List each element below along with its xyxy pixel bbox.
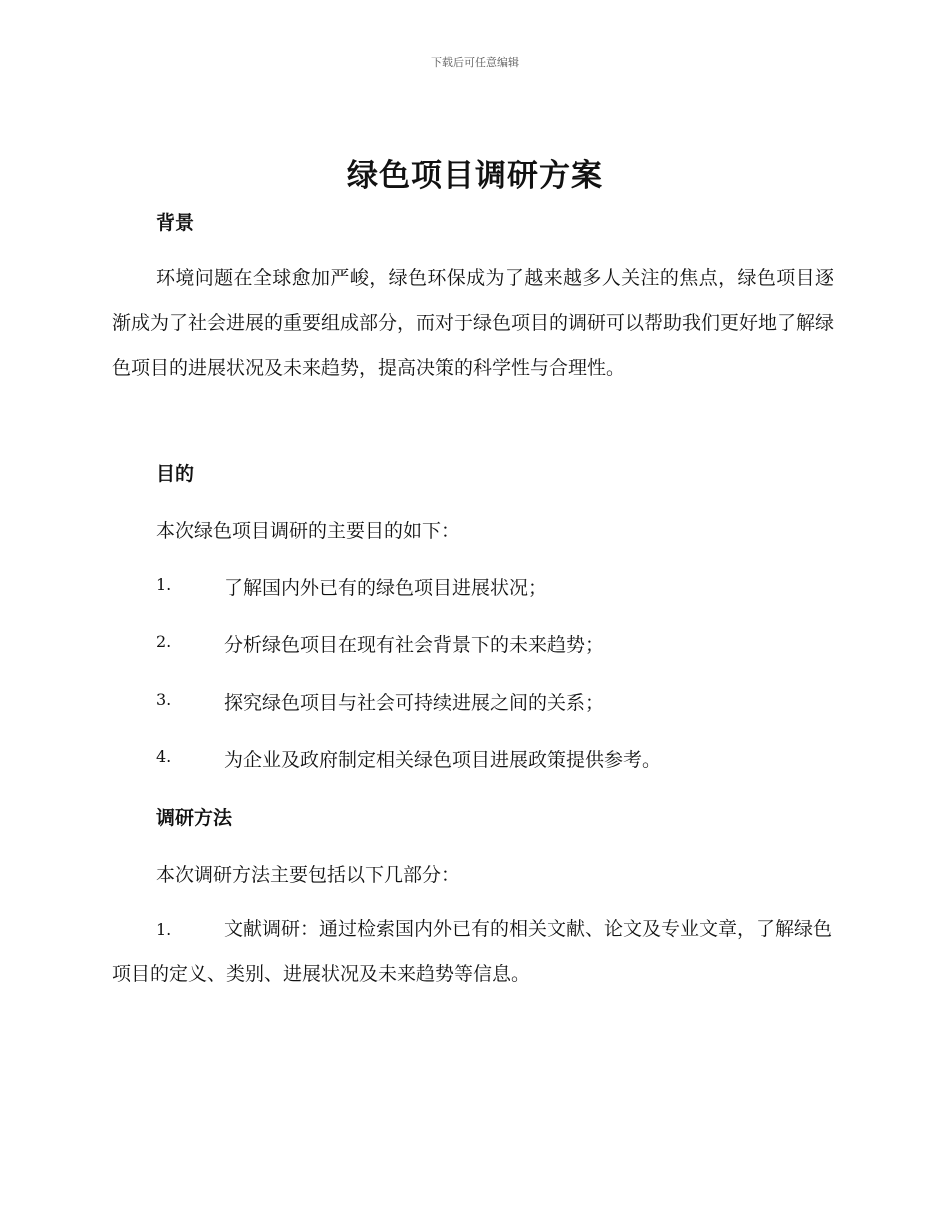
purpose-intro: 本次绿色项目调研的主要目的如下： bbox=[156, 520, 461, 542]
list-item-number: 1. bbox=[156, 575, 172, 594]
list-item-number: 4. bbox=[156, 747, 172, 766]
list-item bbox=[156, 630, 836, 657]
header-note: 下载后可任意编辑 bbox=[431, 56, 519, 69]
list-item-text: 探究绿色项目与社会可持续进展之间的关系； bbox=[224, 692, 605, 714]
list-item-number: 1. bbox=[156, 920, 172, 939]
section-heading-methods: 调研方法 bbox=[156, 807, 233, 829]
list-item bbox=[156, 688, 836, 715]
list-item bbox=[156, 745, 836, 772]
list-item bbox=[156, 573, 836, 600]
list-item bbox=[112, 907, 834, 997]
section-heading-background: 背景 bbox=[156, 212, 195, 234]
list-item-text: 为企业及政府制定相关绿色项目进展政策提供参考。 bbox=[224, 749, 662, 771]
list-item-number: 3. bbox=[156, 690, 172, 709]
document-title: 绿色项目调研方案 bbox=[347, 158, 603, 194]
methods-intro: 本次调研方法主要包括以下几部分： bbox=[156, 864, 461, 886]
background-paragraph: 环境问题在全球愈加严峻，绿色环保成为了越来越多人关注的焦点，绿色项目逐渐成为了社会进展的重要组成部分，而对于绿色项目的调研可以帮助我们更好地了解绿色项目的进展状况及未来趋势，提高决策的科学性与合理性。 bbox=[112, 267, 835, 379]
list-item-number: 2. bbox=[156, 632, 172, 651]
list-item-text: 分析绿色项目在现有社会背景下的未来趋势； bbox=[224, 634, 605, 656]
list-item-text: 文献调研：通过检索国内外已有的相关文献、论文及专业文章，了解绿色项目的定义、类别、进展状况及未来趋势等信息。 bbox=[112, 918, 833, 985]
list-item-text: 了解国内外已有的绿色项目进展状况； bbox=[224, 577, 548, 599]
section-heading-purpose: 目的 bbox=[156, 463, 195, 485]
